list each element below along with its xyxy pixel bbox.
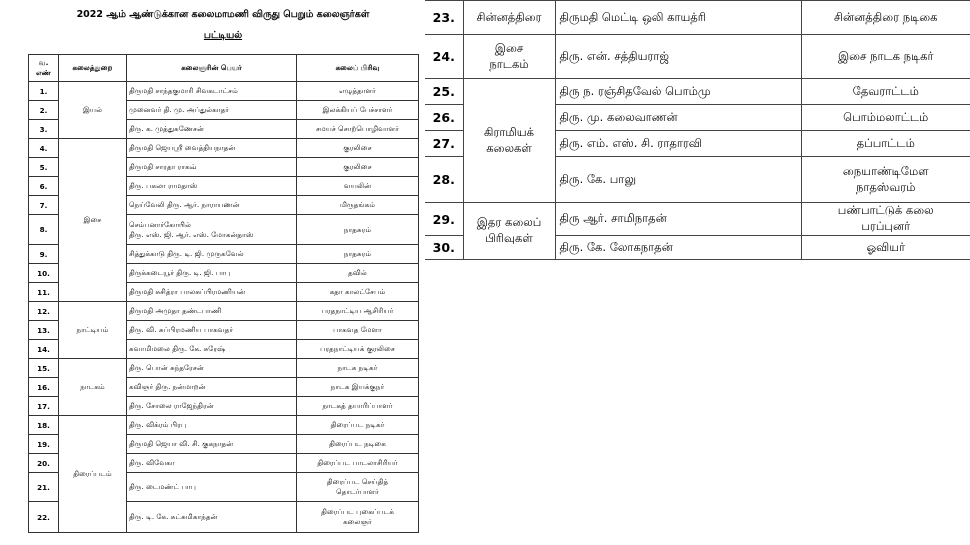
artist-name-text: திருக்கடையூர் திரு. டி. ஜி. பாபு [129, 268, 231, 277]
row-category [297, 397, 419, 416]
table-row [425, 79, 970, 105]
title-line-2: பட்டியல் [203, 30, 243, 41]
department-label: நாட்டியம் [76, 325, 109, 334]
row-serial-number: 10. [29, 264, 59, 283]
category-text: குரலிசை [343, 162, 372, 171]
department-label: சின்னத்திரை [476, 9, 542, 24]
category-text: பரதநாட்டிய ஆசிரியர் [321, 306, 394, 315]
row-serial-number: 18. [29, 416, 59, 435]
row-category [297, 340, 419, 359]
row-artist-name [127, 158, 297, 177]
row-artist-name [127, 321, 297, 340]
row-department [463, 35, 555, 79]
row-category [297, 454, 419, 473]
row-artist-name [127, 264, 297, 283]
row-artist-name [555, 79, 801, 105]
artist-name-text: கவிஞர் திரு. நன்மாறன் [129, 382, 206, 391]
artist-name-text: திருமதி சாந்தகுமாரி சிவகடாட்சம் [129, 86, 238, 95]
row-category [297, 378, 419, 397]
row-category [297, 158, 419, 177]
row-category [801, 236, 970, 260]
row-category [297, 101, 419, 120]
category-text: நாதசுரம் [343, 249, 372, 258]
artist-name-text: திரு. கே. லோகநாதன் [559, 239, 673, 254]
row-category [297, 245, 419, 264]
row-department [463, 79, 555, 203]
row-category [297, 139, 419, 158]
row-category [297, 321, 419, 340]
row-serial-number: 3. [29, 120, 59, 139]
row-serial-number: 22. [29, 502, 59, 533]
category-text: நாடக நடிகர் [337, 363, 378, 372]
row-category [297, 359, 419, 378]
row-serial-number: 9. [29, 245, 59, 264]
row-artist-name [127, 397, 297, 416]
artist-name-text: திரு. க. முத்துகணேசன் [129, 124, 204, 133]
artist-name-text: திரு ந. ரஞ்சிதவேல் பொம்மு [559, 83, 711, 98]
row-artist-name [555, 35, 801, 79]
row-category [297, 283, 419, 302]
table-row [29, 359, 419, 378]
row-artist-name [555, 203, 801, 236]
row-category [801, 1, 970, 35]
category-text: எழுத்தாளர் [339, 86, 376, 95]
row-category [297, 435, 419, 454]
category-text: பாகவத மேளா [333, 325, 382, 334]
row-department [463, 203, 555, 260]
row-serial-number: 23. [425, 1, 463, 35]
row-artist-name [555, 105, 801, 131]
row-category [297, 473, 419, 502]
row-department [59, 82, 127, 139]
artist-name-text: நெய்வேலி திரு. ஆர். நாராயணன் [129, 200, 240, 209]
department-label: இசை [83, 215, 102, 224]
row-serial-number: 27. [425, 131, 463, 157]
row-category [801, 157, 970, 203]
row-artist-name [127, 245, 297, 264]
row-serial-number: 17. [29, 397, 59, 416]
artist-name-text: திரு. விவேகா [129, 458, 175, 467]
row-serial-number: 21. [29, 473, 59, 502]
row-category [801, 105, 970, 131]
artist-name-text: முனைவர் தி. மு. அப்துல்காதர் [129, 105, 230, 114]
category-text: வயலின் [343, 181, 372, 190]
row-serial-number: 6. [29, 177, 59, 196]
category-text: நாடகத் தயாரிப்பாளர் [322, 401, 393, 410]
row-department [59, 416, 127, 533]
artist-name-text: திருமதி ஜெயஸ்ரீ வைத்தியநாதன் [129, 143, 236, 152]
category-text: பொம்மலாட்டம் [843, 109, 929, 124]
header-artist-name: கலைஞரின் பெயர் [127, 55, 297, 82]
row-serial-number: 26. [425, 105, 463, 131]
row-category [297, 264, 419, 283]
row-serial-number: 7. [29, 196, 59, 215]
artist-name-text: திரு. வி. சுப்பிரமணிய பாகவதர் [129, 325, 234, 334]
category-text: நையாண்டிமேள [842, 163, 929, 178]
table-row [29, 302, 419, 321]
artist-name-text: சித்துக்காடு திரு. டி. ஜி. முருகவேல் [129, 249, 244, 258]
row-category [297, 82, 419, 101]
row-artist-name [127, 302, 297, 321]
row-category [801, 35, 970, 79]
row-artist-name [127, 416, 297, 435]
department-label-line-2: நாடகம் [489, 56, 529, 71]
artist-name-text: செம்பனார்கோயில் [129, 219, 191, 229]
category-text-line-2: கலைஞர் [343, 517, 372, 526]
department-label: இதர கலைப் [476, 215, 542, 229]
document-title [28, 8, 418, 42]
row-artist-name [127, 435, 297, 454]
category-text: நாதசுரம் [343, 224, 372, 234]
department-label: நாடகம் [80, 382, 105, 391]
row-artist-name [127, 82, 297, 101]
category-text-line-2: பரப்புனர் [861, 219, 911, 233]
artist-name-text: திருமதி ஜெயா வி. சி. குகநாதன் [129, 439, 234, 448]
header-category: கலைப் பிரிவு [297, 55, 419, 82]
awardees-table-left [28, 54, 419, 533]
row-serial-number: 13. [29, 321, 59, 340]
row-artist-name [127, 454, 297, 473]
row-artist-name [555, 157, 801, 203]
category-text: திரைப்பட பாடலாசிரியர் [317, 458, 398, 467]
row-category [297, 196, 419, 215]
row-serial-number: 25. [425, 79, 463, 105]
row-category [297, 302, 419, 321]
row-serial-number: 30. [425, 236, 463, 260]
artist-name-text: திரு. எம். எஸ். சி. ராதாரவி [559, 135, 702, 150]
row-department [59, 302, 127, 359]
artist-name-text: திரு. மு. கலைவாணன் [559, 109, 678, 124]
row-category [801, 79, 970, 105]
row-serial-number: 14. [29, 340, 59, 359]
department-label: திரைப்படம் [73, 469, 112, 478]
row-category [297, 502, 419, 533]
row-category [801, 131, 970, 157]
department-label: இசை [494, 40, 524, 55]
artist-name-text: திருமதி அமுதா தண்டபாணி [129, 306, 222, 315]
table-row [29, 416, 419, 435]
category-text: நாடக இயக்குநர் [330, 382, 385, 391]
category-text: பரதநாட்டியக் குரலிசை [320, 344, 395, 353]
row-artist-name [555, 236, 801, 260]
header-department: கலைத்துறை [59, 55, 127, 82]
category-text: ஓவியர் [866, 239, 906, 254]
category-text: திரைப்பட செய்தித் [326, 477, 389, 486]
category-text-line-2: தொடர்பாளர் [336, 487, 379, 496]
row-department [59, 139, 127, 302]
row-category [297, 120, 419, 139]
artist-name-text: திரு. டி. கே. சுட்சுமிகாந்தன் [129, 512, 218, 521]
table-header-row [29, 55, 419, 82]
row-artist-name [127, 215, 297, 245]
category-text: திரைப்பட நடிகர் [330, 420, 385, 429]
row-serial-number: 16. [29, 378, 59, 397]
category-text: தவில் [348, 268, 367, 277]
row-artist-name [555, 131, 801, 157]
table-row [29, 139, 419, 158]
row-artist-name [127, 120, 297, 139]
awardees-table-right [425, 0, 970, 260]
category-text: கதா காலட்சேபம் [329, 287, 386, 296]
row-artist-name [127, 340, 297, 359]
row-serial-number: 24. [425, 35, 463, 79]
category-text: குரலிசை [343, 143, 372, 152]
header-serial-number: வ. எண் [29, 55, 59, 82]
row-serial-number: 8. [29, 215, 59, 245]
row-artist-name [127, 283, 297, 302]
row-serial-number: 29. [425, 203, 463, 236]
row-category [297, 215, 419, 245]
row-serial-number: 12. [29, 302, 59, 321]
artist-name-text: திருமதி சுசித்ரா பாலசுப்பிரமணியன் [129, 287, 246, 296]
title-line-1: 2022 ஆம் ஆண்டுக்கான கலைமாமணி விருது பெறும் கலைஞர்கள் [76, 9, 370, 20]
table-row [425, 1, 970, 35]
artist-name-text: திரு. கே. பாலு [559, 171, 637, 186]
row-serial-number: 20. [29, 454, 59, 473]
row-artist-name [127, 378, 297, 397]
artist-name-text: திரு. விக்ரம் பிரபு [129, 420, 187, 429]
artist-name-text: திரு. பொன் சுந்தரேசன் [129, 363, 204, 372]
category-text: சின்னத்திரை நடிகை [834, 9, 938, 24]
artist-name-text: திரு. சோலை ராஜேந்திரன் [129, 401, 214, 410]
row-artist-name [127, 101, 297, 120]
category-text: இலக்கியப் பேச்சாளர் [322, 105, 393, 114]
row-serial-number: 2. [29, 101, 59, 120]
category-text: திரைப்பட நடிகை [329, 439, 386, 448]
department-label-line-2: கலைகள் [486, 140, 532, 155]
row-serial-number: 19. [29, 435, 59, 454]
artist-name-text-line-2: திரு. எஸ். ஜி. ஆர். எஸ். மோகன்தாஸ் [129, 229, 254, 239]
row-serial-number: 5. [29, 158, 59, 177]
row-serial-number: 15. [29, 359, 59, 378]
category-text-line-2: நாதஸ்வரம் [856, 179, 916, 194]
row-artist-name [127, 177, 297, 196]
row-category [297, 177, 419, 196]
artist-name-text: திருமதி மெட்டி ஒலி காயத்ரி [559, 9, 707, 24]
artist-name-text: திரு ஆர். சாமிநாதன் [559, 211, 667, 225]
department-label: கிராமியக் [484, 124, 534, 139]
category-text: இசை நாடக நடிகர் [837, 48, 934, 63]
artist-name-text: திரு. பகலா ராமதாஸ் [129, 181, 198, 190]
category-text: பண்பாட்டுக் கலை [837, 203, 934, 217]
row-serial-number: 4. [29, 139, 59, 158]
artist-name-text: திரு. டைமண்ட் பாபு [129, 482, 197, 491]
row-department [59, 359, 127, 416]
category-text: தப்பாட்டம் [856, 135, 915, 150]
department-label-line-2: பிரிவுகள் [485, 231, 533, 245]
row-artist-name [555, 1, 801, 35]
table-row [425, 203, 970, 236]
category-text: திரைப்பட புகைப்படக் [321, 507, 394, 516]
row-serial-number: 1. [29, 82, 59, 101]
row-serial-number: 11. [29, 283, 59, 302]
table-row [29, 82, 419, 101]
table-row [425, 35, 970, 79]
row-artist-name [127, 502, 297, 533]
department-label: இயல் [82, 105, 103, 114]
category-text: சமயச் சொற்பொழிவாளர் [315, 124, 400, 133]
row-category [801, 203, 970, 236]
category-text: மிருதங்கம் [339, 200, 376, 209]
artist-name-text: சுவாமிமலை திரு. கே. சுரேஷ் [129, 344, 226, 353]
row-artist-name [127, 473, 297, 502]
row-artist-name [127, 359, 297, 378]
row-department [463, 1, 555, 35]
artist-name-text: திருமதி சாரதா ராகவ் [129, 162, 197, 171]
row-serial-number: 28. [425, 157, 463, 203]
category-text: தேவராட்டம் [852, 83, 919, 98]
row-category [297, 416, 419, 435]
row-artist-name [127, 196, 297, 215]
row-artist-name [127, 139, 297, 158]
artist-name-text: திரு. என். சத்தியராஜ் [559, 48, 670, 63]
